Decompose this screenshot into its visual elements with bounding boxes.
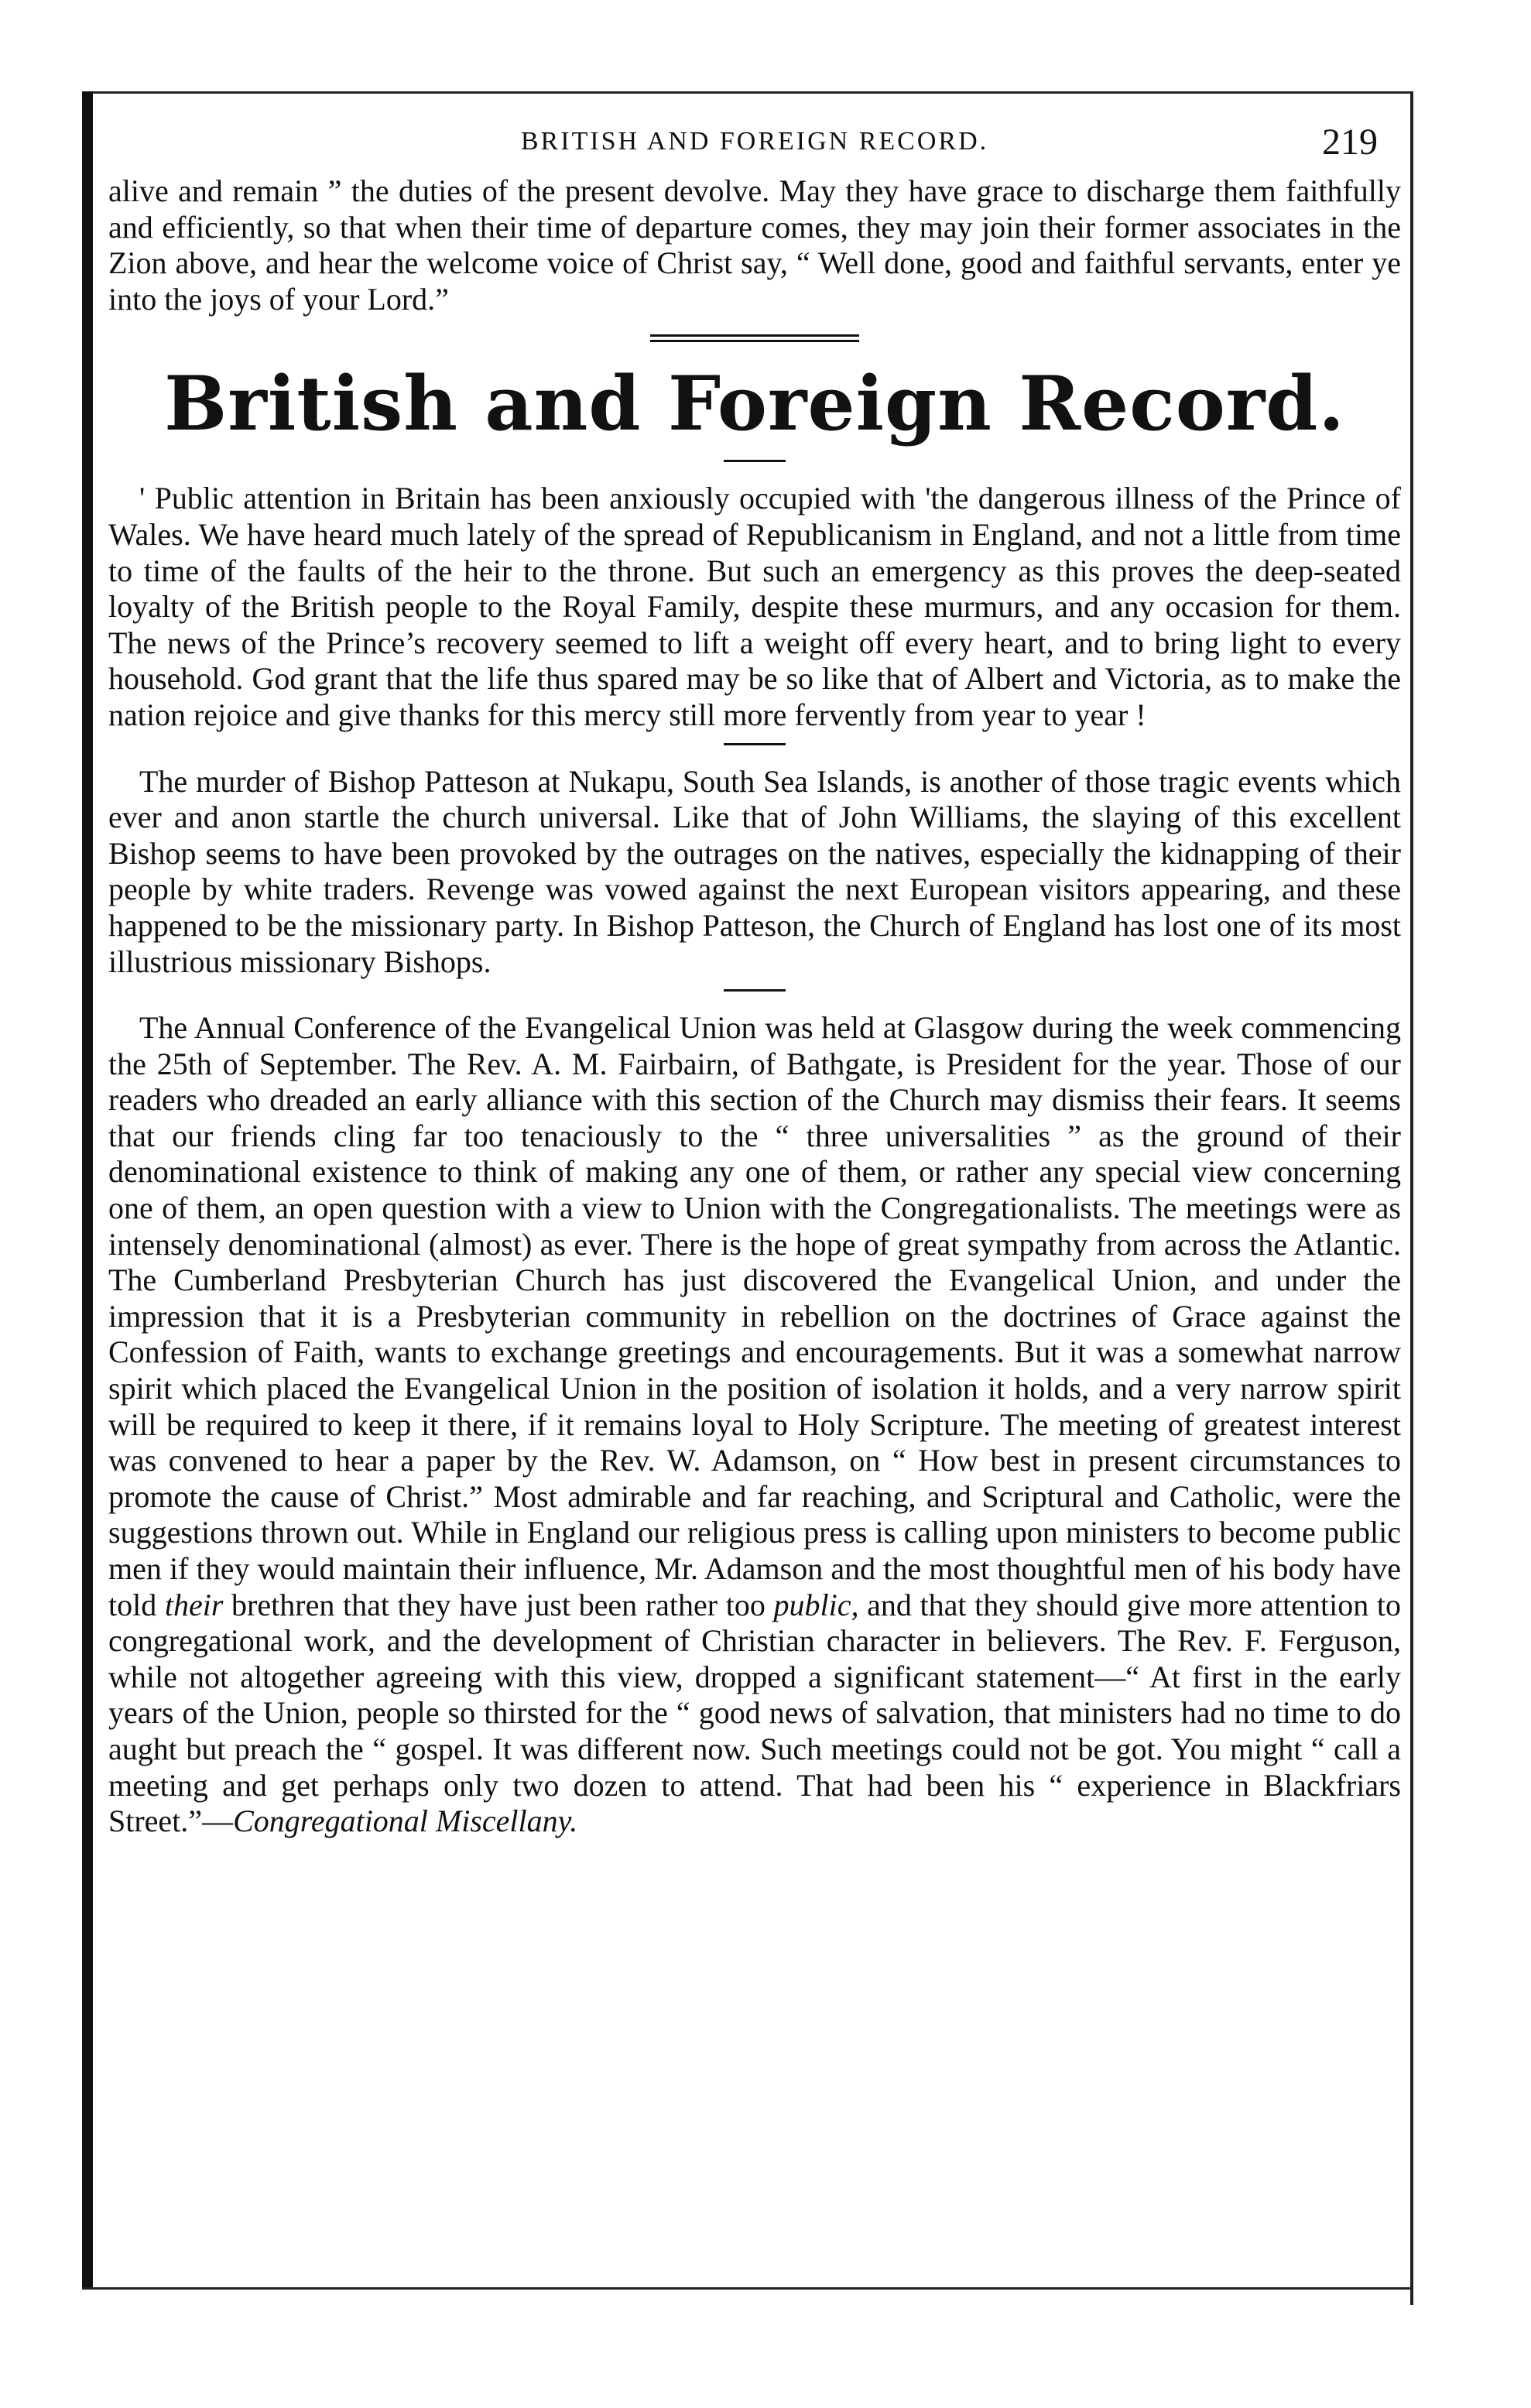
emphasis-their: their (164, 1587, 224, 1622)
paragraph-divider (724, 989, 786, 992)
source-citation: Congregational Miscellany. (233, 1803, 578, 1839)
emphasis-public: public, (773, 1587, 859, 1622)
paragraph-prince-of-wales: ' Public attention in Britain has been anxiously occupied with 'the dangerous illness of the Prince of Wales. We have heard much lately of the spread of Republicanism in England, and not a little from time to time of the faults of the heir to the throne. But such an emergency as this proves the deep-seated loyalty of the British people to the Royal Family, despite these murmurs, and any occasion for them. The news of the Prince’s recovery seemed to lift a weight off every heart, and to bring light to every household. God grant that the life thus spared may be so like that of Albert and Victoria, as to make the nation rejoice and give thanks for this mercy still more fervently from year to year ! (108, 481, 1401, 732)
paragraph-text: brethren that they have just been rather too (223, 1587, 774, 1622)
section-title: British and Foreign Record. (164, 360, 1345, 448)
page-border-right (1410, 91, 1413, 2305)
running-title: BRITISH AND FOREIGN RECORD. (520, 127, 989, 156)
page-number: 219 (1322, 122, 1378, 163)
page-border-top (82, 91, 1413, 94)
paragraph-text: The Annual Conference of the Evangelical Union was held at Glasgow during the week commencing the 25th of September. The Rev. A. M. Fairbairn, of Bathgate, is President for the year. Those of our readers who dreaded an early alliance with this section of the Church may dismiss their fears. It seems that our friends cling far too tenaciously to the “ three universalities ” as the ground of their denominational existence to think of making any one of them, or rather any special view concerning one of them, an open question with a view to Union with the Congregationalists. The meetings were as intensely denominational (almost) as ever. There is the hope of great sympathy from across the Atlantic. The Cumberland Presbyterian Church has just discovered the Evangelical Union, and under the impression that it is a Presbyterian community in rebellion on the doctrines of Grace against the Confession of Faith, wants to exchange greetings and encouragements. But it was a somewhat narrow spirit which placed the Evangelical Union in the position of isolation it holds, and a very narrow spirit will be required to keep it there, if it remains loyal to Holy Scripture. The meeting of greatest interest was convened to hear a paper by the Rev. W. Adamson, on “ How best in present circumstances to promote the cause of Christ.” Most admirable and far reaching, and Scriptural and Catholic, were the suggestions thrown out. While in England our religious press is calling upon ministers to become public men if they would maintain their influence, Mr. Adamson and the most thoughtful men of his body have told (108, 1010, 1401, 1622)
page-border-bottom (82, 2287, 1413, 2290)
paragraph-divider (724, 743, 786, 745)
title-rule (724, 460, 786, 462)
page-content (108, 124, 1401, 1840)
intro-paragraph: alive and remain ” the duties of the present devolve. May they have grace to discharge them faithfully and efficiently, so that when their time of departure comes, they may join their former associates in the Zion above, and hear the welcome voice of Christ say, “ Well done, good and faithful servants, enter ye into the joys of your Lord.” (108, 173, 1401, 317)
paragraph-evangelical-union (108, 1010, 1401, 1840)
paragraph-bishop-patteson: The murder of Bishop Patteson at Nukapu, South Sea Islands, is another of those tragic events which ever and anon startle the church universal. Like that of John Williams, the slaying of this excellent Bishop seems to have been provoked by the outrages on the natives, especially the kidnapping of their people by white traders. Revenge was vowed against the next European visitors appearing, and these happened to be the missionary party. In Bishop Patteson, the Church of England has lost one of its most illustrious missionary Bishops. (108, 763, 1401, 979)
running-head (108, 124, 1401, 173)
paragraph-text: and that they should give more attention to congregational work, and the development of Christian character in believers. The Rev. F. Ferguson, while not altogether agreeing with this view, dropped a significant statement—“ At first in the early years of the Union, people so thirsted for the “ good news of salvation, that ministers had no time to do aught but preach the “ gospel. It was different now. Such meetings could not be got. You might “ call a meeting and get perhaps only two dozen to attend. That had been his “ experience in Blackfriars Street.”— (108, 1587, 1401, 1839)
page-border-left (82, 91, 93, 2290)
double-rule-divider (650, 334, 859, 342)
